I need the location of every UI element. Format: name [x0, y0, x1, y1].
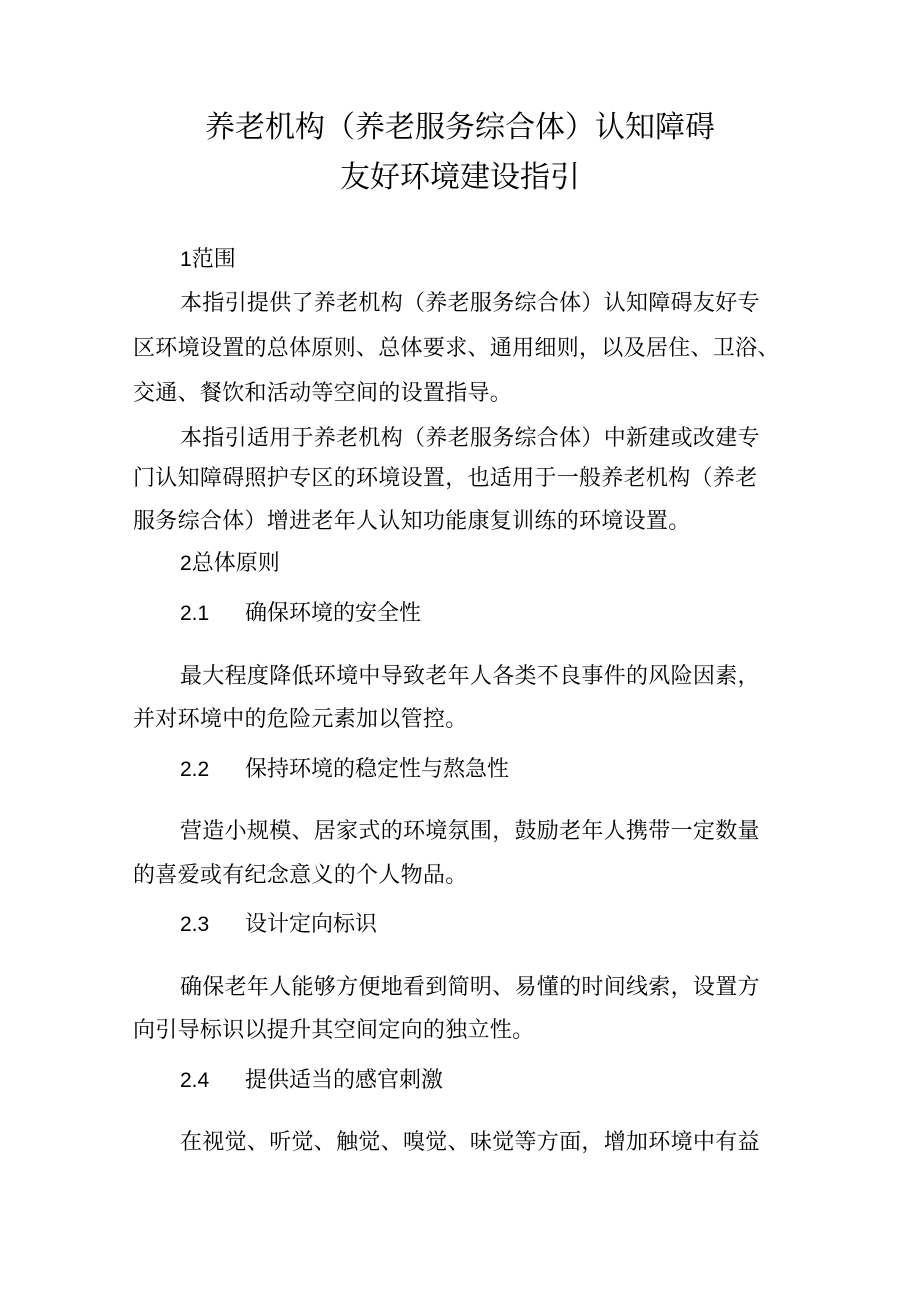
paragraph-line: 区环境设置的总体原则、总体要求、通用细则，以及居住、卫浴、 [133, 336, 780, 361]
subsection-number: 2.1 [180, 602, 210, 625]
paragraph-line: 交通、餐饮和活动等空间的设置指导。 [133, 381, 513, 406]
paragraph-line: 最大程度降低环境中导致老年人各类不良事件的风险因素， [180, 664, 760, 689]
paragraph-line: 并对环境中的危险元素加以管控。 [133, 707, 468, 732]
paragraph-line: 的喜爱或有纪念意义的个人物品。 [133, 863, 468, 888]
paragraph-line: 本指引适用于养老机构（养老服务综合体）中新建或改建专 [180, 426, 760, 451]
section-2-heading [180, 550, 280, 578]
paragraph-line: 营造小规模、居家式的环境氛围，鼓励老年人携带一定数量 [180, 819, 760, 844]
paragraph-line: 在视觉、听觉、触觉、嗅觉、味觉等方面，增加环境中有益 [180, 1130, 760, 1155]
paragraph-line: 门认知障碍照护专区的环境设置，也适用于一般养老机构（养老 [133, 466, 758, 491]
subsection-2-1-heading [180, 600, 421, 628]
section-title: 总体原则 [191, 551, 280, 576]
section-1-heading [180, 246, 236, 274]
subsection-title: 设计定向标识 [245, 912, 378, 937]
subsection-title: 提供适当的感官刺激 [245, 1068, 444, 1093]
subsection-2-4-heading [180, 1067, 443, 1095]
section-number: 1 [180, 248, 192, 271]
subsection-2-3-heading [180, 911, 377, 939]
subsection-number: 2.4 [180, 1069, 210, 1092]
paragraph-line: 本指引提供了养老机构（养老服务综合体）认知障碍友好专 [180, 291, 760, 316]
subsection-title: 确保环境的安全性 [245, 601, 422, 626]
subsection-number: 2.2 [180, 758, 210, 781]
paragraph-line: 向引导标识以提升其空间定向的独立性。 [133, 1018, 535, 1043]
subsection-2-2-heading [180, 756, 509, 784]
document-title-line-1: 养老机构（养老服务综合体）认知障碍 [205, 110, 715, 145]
paragraph-line: 服务综合体）增进老年人认知功能康复训练的环境设置。 [133, 509, 691, 534]
document-title-line-2: 友好环境建设指引 [340, 160, 580, 195]
section-number: 2 [180, 552, 192, 575]
subsection-title: 保持环境的稳定性与熬急性 [245, 757, 510, 782]
subsection-number: 2.3 [180, 913, 210, 936]
paragraph-line: 确保老年人能够方便地看到简明、易懂的时间线索，设置方 [180, 975, 760, 1000]
section-title: 范围 [191, 247, 236, 272]
